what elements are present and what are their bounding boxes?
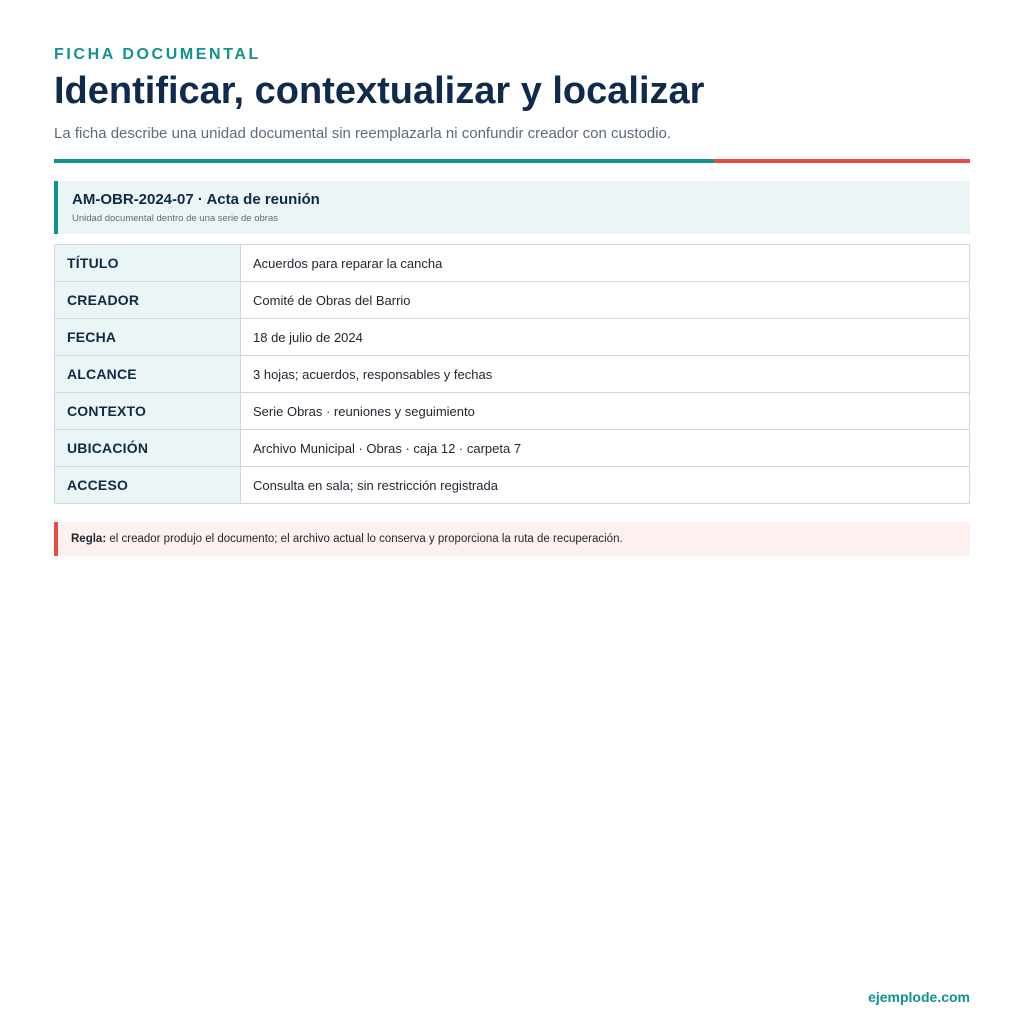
table-row (55, 282, 970, 319)
document-code-title: AM-OBR-2024-07 · Acta de reunión (72, 191, 320, 208)
brand-footer: ejemplode.com (868, 989, 970, 1005)
field-value-alcance: 3 hojas; acuerdos, responsables y fechas (241, 356, 970, 393)
field-value-titulo: Acuerdos para reparar la cancha (241, 245, 970, 282)
field-value-ubicacion: Archivo Municipal · Obras · caja 12 · carpeta 7 (241, 430, 970, 467)
document-header-card (54, 181, 970, 234)
eyebrow-label: FICHA DOCUMENTAL (54, 46, 261, 63)
field-label-titulo: TÍTULO (55, 245, 241, 282)
page-subtitle: La ficha describe una unidad documental sin reemplazarla ni confundir creador con custodio. (54, 125, 672, 142)
field-label-acceso: ACCESO (55, 467, 241, 504)
divider-teal-segment (54, 159, 714, 163)
header-divider (54, 159, 970, 163)
field-value-acceso: Consulta en sala; sin restricción registrada (241, 467, 970, 504)
rule-note-text: el creador produjo el documento; el archivo actual lo conserva y proporciona la ruta de recuperación. (106, 533, 623, 545)
document-description: Unidad documental dentro de una serie de obras (72, 213, 278, 224)
field-value-creador: Comité de Obras del Barrio (241, 282, 970, 319)
field-label-alcance: ALCANCE (55, 356, 241, 393)
field-label-fecha: FECHA (55, 319, 241, 356)
rule-note-label: Regla: (71, 533, 107, 545)
table-row (55, 319, 970, 356)
field-label-ubicacion: UBICACIÓN (55, 430, 241, 467)
field-label-contexto: CONTEXTO (55, 393, 241, 430)
table-row (55, 393, 970, 430)
divider-red-segment (714, 159, 970, 163)
table-row (55, 356, 970, 393)
page-title: Identificar, contextualizar y localizar (54, 70, 705, 112)
field-value-contexto: Serie Obras · reuniones y seguimiento (241, 393, 970, 430)
metadata-table (54, 244, 970, 504)
field-label-creador: CREADOR (55, 282, 241, 319)
field-value-fecha: 18 de julio de 2024 (241, 319, 970, 356)
rule-note (54, 522, 970, 556)
table-row (55, 430, 970, 467)
table-row (55, 467, 970, 504)
table-row (55, 245, 970, 282)
